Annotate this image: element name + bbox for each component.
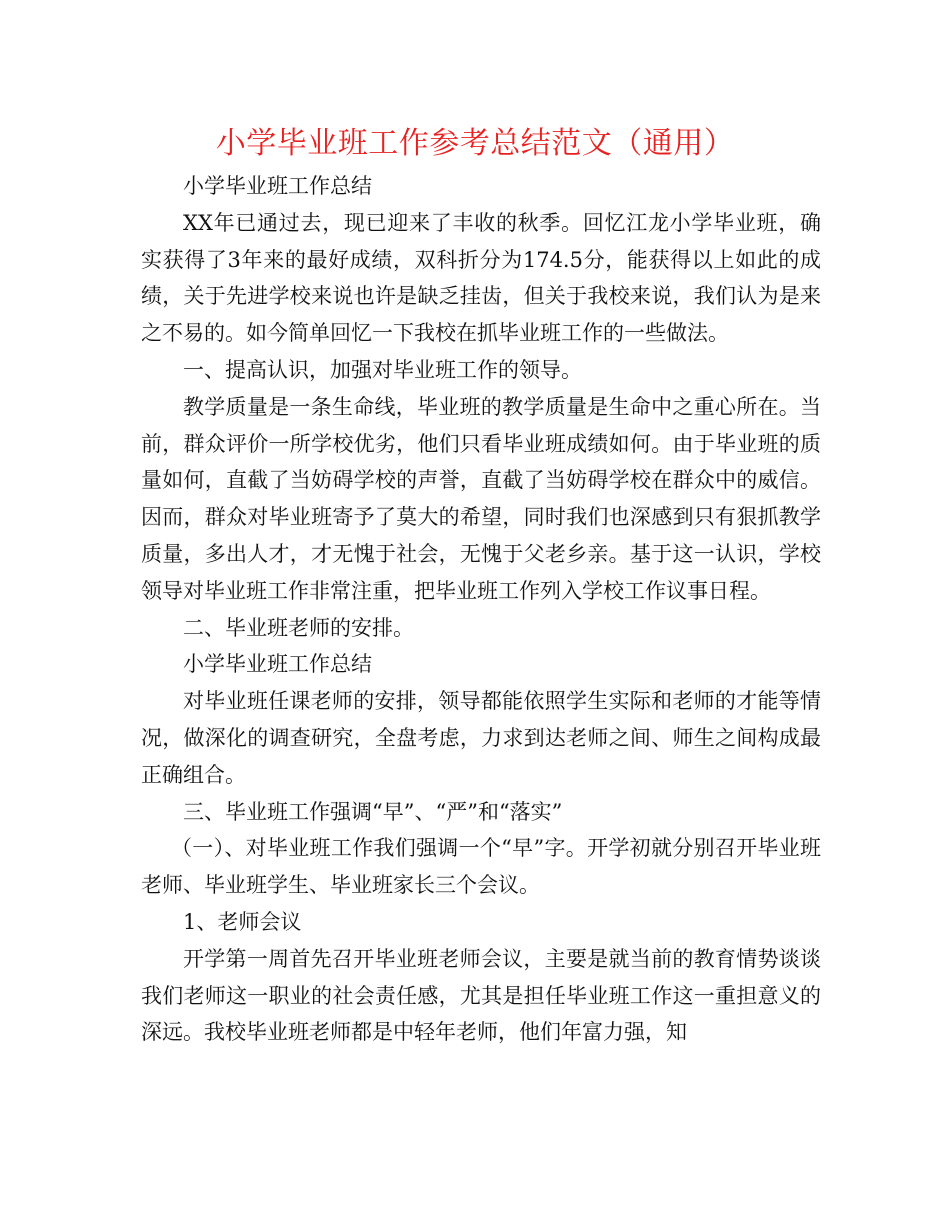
section-heading-3: 三、毕业班工作强调“早”、“严”和“落实” <box>183 799 563 824</box>
paragraph-teacher-meeting: 开学第一周首先召开毕业班老师会议，主要是就当前的教育情势谈谈我们老师这一职业的社会责任感，尤其是担任毕业班工作这一重担意义的深远。我校毕业班老师都是中轻年老师，他们年富力强，知 <box>141 946 821 1045</box>
paragraph-subsection-1: （一）、对毕业班工作我们强调一个“早”字。开学初就分别召开毕业班老师、毕业班学生、毕业班家长三个会议。 <box>141 836 821 898</box>
paragraph-subtitle: 小学毕业班工作总结 <box>183 174 372 198</box>
paragraph-section-1: 教学质量是一条生命线，毕业班的教学质量是生命中之重心所在。当前，群众评价一所学校优劣，他们只看毕业班成绩如何。由于毕业班的质量如何，直截了当妨碍学校的声誉，直截了当妨碍学校在群众中的威信。因而，群众对毕业班寄予了莫大的希望，同时我们也深感到只有狠抓教学质量，多出人才，才无愧于社会，无愧于父老乡亲。基于这一认识，学校领导对毕业班工作非常注重，把毕业班工作列入学校工作议事日程。 <box>141 394 821 603</box>
document-body <box>141 168 821 1051</box>
list-heading-teacher-meeting: 1、老师会议 <box>183 909 302 934</box>
paragraph-subtitle-repeat: 小学毕业班工作总结 <box>183 652 372 677</box>
paragraph-section-2: 对毕业班任课老师的安排，领导都能依照学生实际和老师的才能等情况，做深化的调查研究，全盘考虑，力求到达老师之间、师生之间构成最正确组合。 <box>141 689 821 787</box>
paragraph-intro: XX年已通过去，现已迎来了丰收的秋季。回忆江龙小学毕业班，确实获得了3年来的最好成绩，双科折分为174.5分，能获得以上如此的成绩，关于先进学校来说也许是缺乏挂齿，但关于我校来说，我们认为是来之不易的。如今简单回忆一下我校在抓毕业班工作的一些做法。 <box>141 210 821 346</box>
section-heading-2: 二、毕业班老师的安排。 <box>183 615 414 640</box>
document-title: 小学毕业班工作参考总结范文（通用） <box>215 126 735 161</box>
section-heading-1: 一、提高认识，加强对毕业班工作的领导。 <box>183 357 582 382</box>
